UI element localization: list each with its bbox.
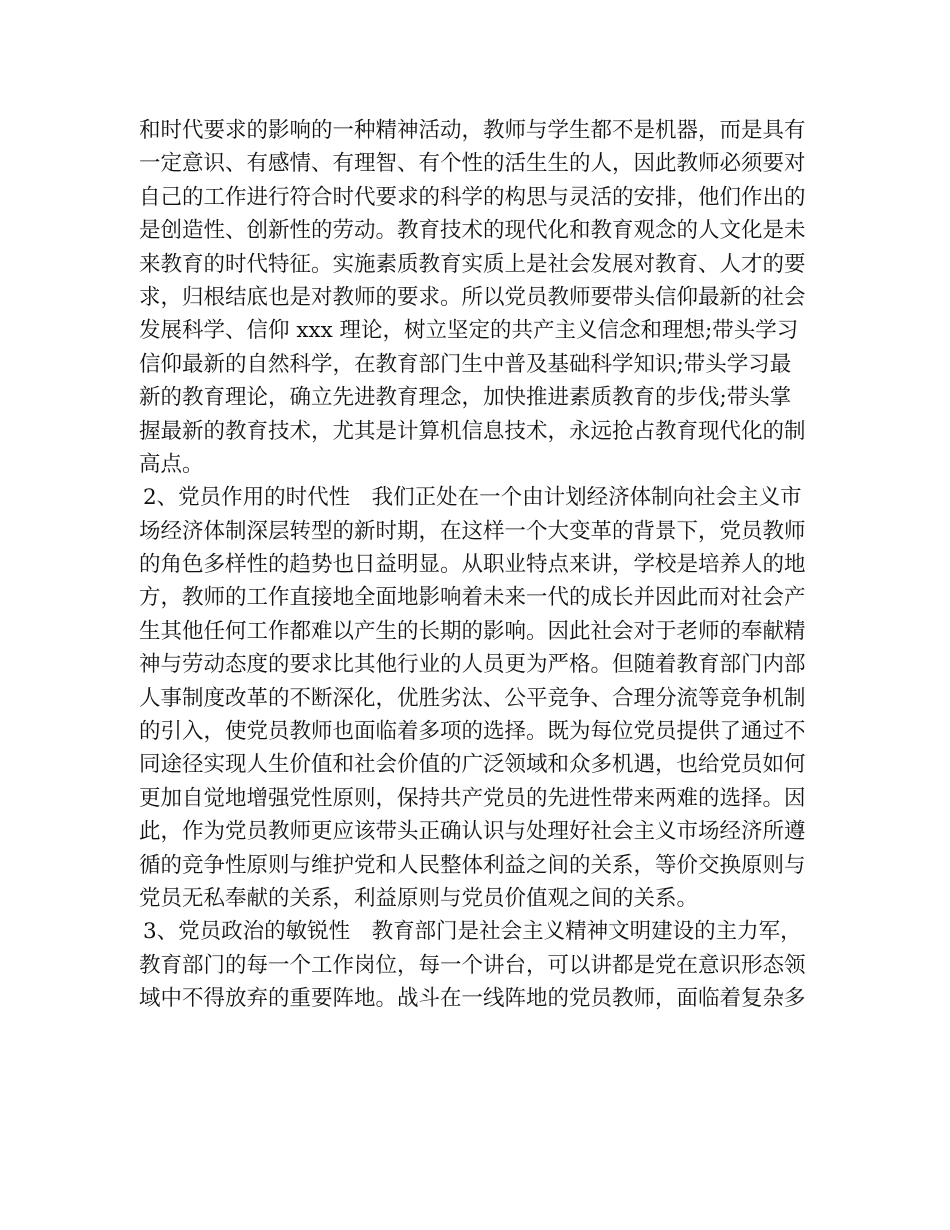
text-line: 高点。: [139, 451, 204, 477]
text-line: 的引入，使党员教师也面临着多项的选择。既为每位党员提供了通过不: [139, 719, 806, 745]
section-heading-line: 3、党员政治的敏锐性 教育部门是社会主义精神文明建设的主力军，: [143, 919, 802, 945]
text-line: 生其他任何工作都难以产生的长期的影响。因此社会对于老师的奉献精: [139, 618, 806, 644]
text-line: 信仰最新的自然科学，在教育部门生中普及基础科学知识;带头学习最: [139, 351, 792, 377]
section-heading-line: 2、党员作用的时代性 我们正处在一个由计划经济体制向社会主义市: [143, 485, 802, 511]
document-body: [139, 114, 819, 1016]
text-line: 新的教育理论，确立先进教育理念，加快推进素质教育的步伐;带头掌: [139, 385, 792, 411]
text-line: 神与劳动态度的要求比其他行业的人员更为严格。但随着教育部门内部: [139, 652, 806, 678]
text-line: 人事制度改革的不断深化，优胜劣汰、公平竞争、合理分流等竞争机制: [139, 685, 806, 711]
text-line: 握最新的教育技术，尤其是计算机信息技术，永远抢占教育现代化的制: [139, 418, 806, 444]
text-line: 方，教师的工作直接地全面地影响着未来一代的成长并因此而对社会产: [139, 585, 806, 611]
text-line: 域中不得放弃的重要阵地。战斗在一线阵地的党员教师，面临着复杂多: [139, 986, 806, 1012]
text-line: 求，归根结底也是对教师的要求。所以党员教师要带头信仰最新的社会: [139, 284, 806, 310]
text-line: 党员无私奉献的关系，利益原则与党员价值观之间的关系。: [139, 885, 699, 911]
text-line: 场经济体制深层转型的新时期，在这样一个大变革的背景下，党员教师: [139, 518, 806, 544]
text-line: 同途径实现人生价值和社会价值的广泛领域和众多机遇，也给党员如何: [139, 752, 806, 778]
text-line: 来教育的时代特征。实施素质教育实质上是社会发展对教育、人才的要: [139, 251, 806, 277]
text-line: 循的竞争性原则与维护党和人民整体利益之间的关系，等价交换原则与: [139, 852, 806, 878]
text-line: 此，作为党员教师更应该带头正确认识与处理好社会主义市场经济所遵: [139, 819, 806, 845]
text-line: 是创造性、创新性的劳动。教育技术的现代化和教育观念的人文化是未: [139, 218, 806, 244]
text-line: 的角色多样性的趋势也日益明显。从职业特点来讲，学校是培养人的地: [139, 552, 806, 578]
text-line: 自己的工作进行符合时代要求的科学的构思与灵活的安排，他们作出的: [139, 184, 806, 210]
text-line: 发展科学、信仰 xxx 理论，树立坚定的共产主义信念和理想;带头学习: [139, 318, 799, 344]
text-line: 和时代要求的影响的一种精神活动，教师与学生都不是机器，而是具有: [139, 118, 806, 143]
text-line: 更加自觉地增强党性原则，保持共产党员的先进性带来两难的选择。因: [139, 785, 806, 811]
text-line: 教育部门的每一个工作岗位，每一个讲台，可以讲都是党在意识形态领: [139, 952, 806, 978]
text-line: 一定意识、有感情、有理智、有个性的活生生的人，因此教师必须要对: [139, 151, 806, 177]
